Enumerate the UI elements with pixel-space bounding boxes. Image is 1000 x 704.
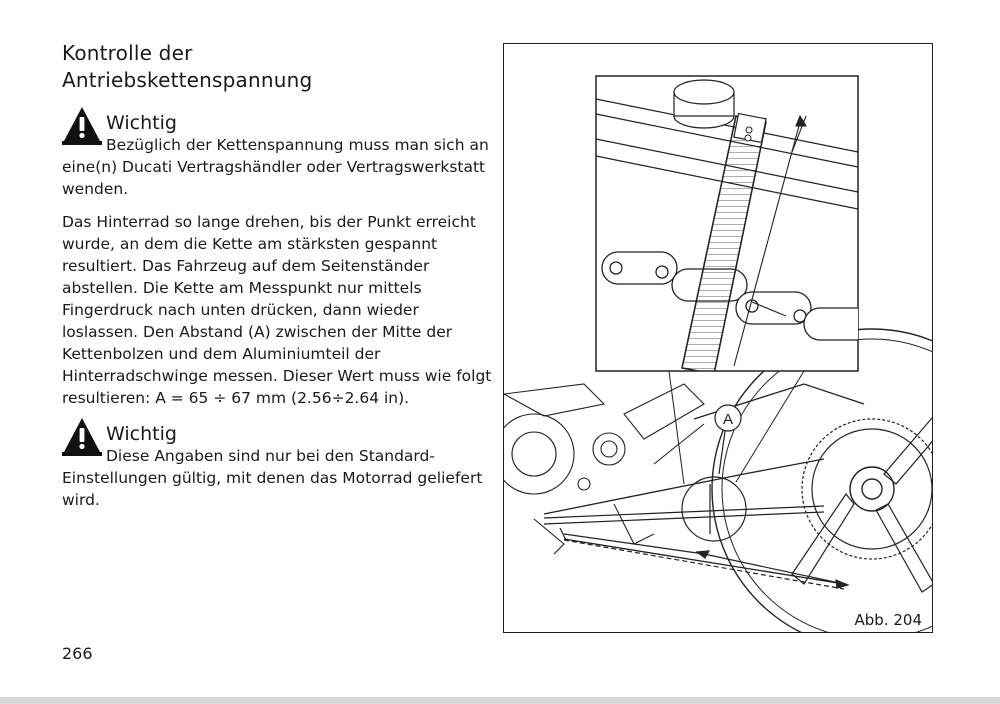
figure-frame — [503, 43, 933, 633]
detail-inset — [596, 76, 874, 374]
measurement-lines — [560, 424, 848, 588]
warning-box-2 — [62, 415, 494, 511]
warning-label-1: Wichtig — [106, 112, 177, 134]
figure-caption: Abb. 204 — [854, 611, 922, 629]
warning-text-2: Diese Angaben sind nur bei den Standard-Einstellungen gültig, mit denen das Motorrad geliefert wird. — [62, 447, 483, 509]
callout-a — [715, 405, 741, 431]
page-number: 266 — [62, 644, 93, 663]
chain-tension-illustration — [504, 44, 933, 633]
warning-header-2 — [62, 415, 494, 445]
section-title — [62, 40, 494, 94]
section-title-line2: Antriebskettenspannung — [62, 68, 313, 92]
callout-a-label: A — [722, 411, 734, 428]
instruction-paragraph: Das Hinterrad so lange drehen, bis der Punkt erreicht wurde, an dem die Kette am stärksten gespannt resultiert. Das Fahrzeug auf dem Seitenständer abstellen. Die Kette am Messpunkt nur mittels Fingerdruck nach unten drücken, dann wieder loslassen. Den Abstand (A) zwischen der Mitte der Kettenbolzen und dem Aluminiumteil der Hinterradschwinge messen. Dieser Wert muss wie folgt resultieren: A = 65 ÷ 67 mm (2.56÷2.64 in). — [62, 213, 492, 407]
warning-text-1: Bezüglich der Kettenspannung muss man sich an eine(n) Ducati Vertragshändler oder Vertragswerkstatt wenden. — [62, 136, 489, 198]
page-bottom-rule — [0, 697, 1000, 704]
text-column — [62, 40, 494, 511]
warning-label-2: Wichtig — [106, 423, 177, 445]
warning-triangle-icon — [62, 105, 102, 145]
section-title-line1: Kontrolle der — [62, 41, 193, 65]
rear-wheel — [712, 329, 933, 633]
warning-triangle-icon — [62, 416, 102, 456]
warning-box-1 — [62, 104, 494, 200]
warning-header-1 — [62, 104, 494, 134]
